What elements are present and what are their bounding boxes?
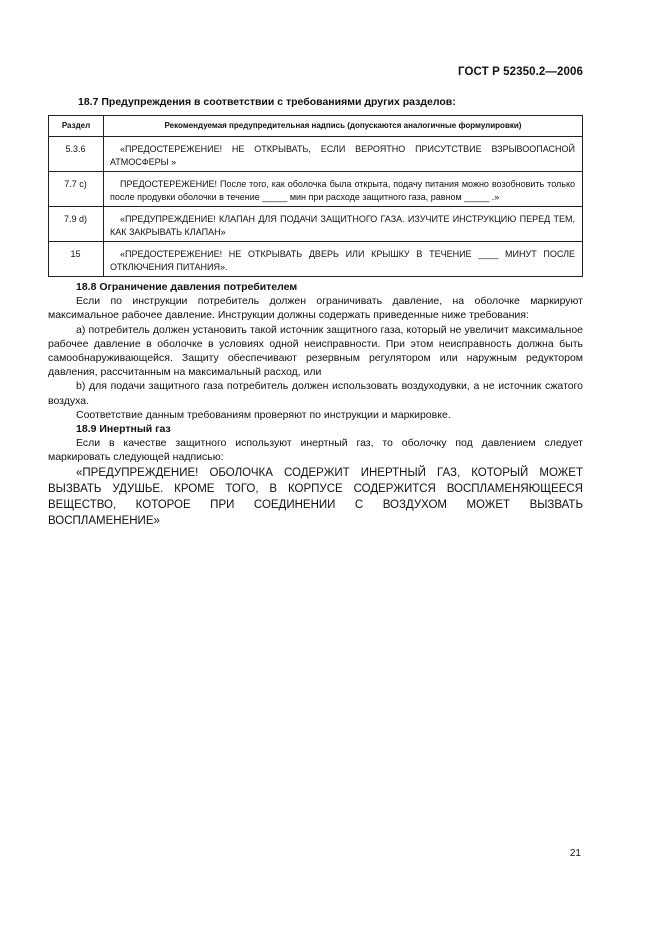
row-warning-text: «ПРЕДОСТЕРЕЖЕНИЕ! НЕ ОТКРЫВАТЬ ДВЕРЬ ИЛИ КРЫШКУ В ТЕЧЕНИЕ ____ МИНУТ ПОСЛЕ ОТКЛЮЧЕНИЯ ПИТАНИЯ». [104,242,583,277]
row-section: 7.9 d) [49,207,104,242]
column-header-section: Раздел [49,116,104,137]
row-section: 7.7 c) [49,172,104,207]
row-warning-text: ПРЕДОСТЕРЕЖЕНИЕ! После того, как оболочка была открыта, подачу питания можно возобновить только после продувки оболочки в течение _____ мин при расходе защитного газа, равном _____ .» [104,172,583,207]
document-header: ГОСТ Р 52350.2—2006 [458,66,583,78]
table-header-row [49,116,583,137]
section-18-8-title: 18.8 Ограничение давления потребителем [76,281,298,293]
section-18-8 [48,280,583,529]
paragraph: Если по инструкции потребитель должен ограничивать давление, на оболочке маркируют максимальное рабочее давление. Инструкции должны содержать приведенные ниже требования: [48,295,583,322]
row-warning-text: «ПРЕДУПРЕЖДЕНИЕ! КЛАПАН ДЛЯ ПОДАЧИ ЗАЩИТНОГО ГАЗА. ИЗУЧИТЕ ИНСТРУКЦИЮ ПЕРЕД ТЕМ, КАК ЗАКРЫВАТЬ КЛАПАН» [104,207,583,242]
column-header-warning: Рекомендуемая предупредительная надпись (допускаются аналогичные формулировки) [104,116,583,137]
paragraph: b) для подачи защитного газа потребитель должен использовать воздуходувки, а не источник сжатого воздуха. [48,380,583,407]
section-18-9-title: 18.9 Инертный газ [76,423,171,436]
paragraph: Соответствие данным требованиям проверяют по инструкции и маркировке. [76,408,451,421]
warnings-table [48,115,583,277]
paragraph: a) потребитель должен установить такой источник защитного газа, который не увеличит максимальное рабочее давление в оболочке в условиях одной неисправности. При этом неисправность должна быть самообнаруживающейся. Защиту обеспечивают резервным регулятором или наружным редуктором давления, рассчитанным на максимальный расход, или [48,323,583,379]
paragraph: Если в качестве защитного используют инертный газ, то оболочку под давлением следует маркировать следующей надписью: [48,437,583,464]
table-row [49,137,583,172]
row-warning-text: «ПРЕДОСТЕРЕЖЕНИЕ! НЕ ОТКРЫВАТЬ, ЕСЛИ ВЕРОЯТНО ПРИСУТСТВИЕ ВЗРЫВООПАСНОЙ АТМОСФЕРЫ » [104,137,583,172]
inert-gas-warning: «ПРЕДУПРЕЖДЕНИЕ! ОБОЛОЧКА СОДЕРЖИТ ИНЕРТНЫЙ ГАЗ, КОТОРЫЙ МОЖЕТ ВЫЗВАТЬ УДУШЬЕ. КРОМЕ ТОГО, В КОРПУСЕ СОДЕРЖИТСЯ ВОСПЛАМЕНЯЮЩЕЕСЯ ВЕЩЕСТВО, КОТОРОЕ ПРИ СОЕДИНЕНИИ С ВОЗДУХОМ МОЖЕТ ВЫЗВАТЬ ВОСПЛАМЕНЕНИЕ» [48,466,583,527]
row-section: 15 [49,242,104,277]
page-number: 21 [569,848,581,859]
table-row [49,172,583,207]
table-row [49,242,583,277]
section-18-7-title: 18.7 Предупреждения в соответствии с требованиями других разделов: [78,96,456,108]
row-section: 5.3.6 [49,137,104,172]
table-row [49,207,583,242]
